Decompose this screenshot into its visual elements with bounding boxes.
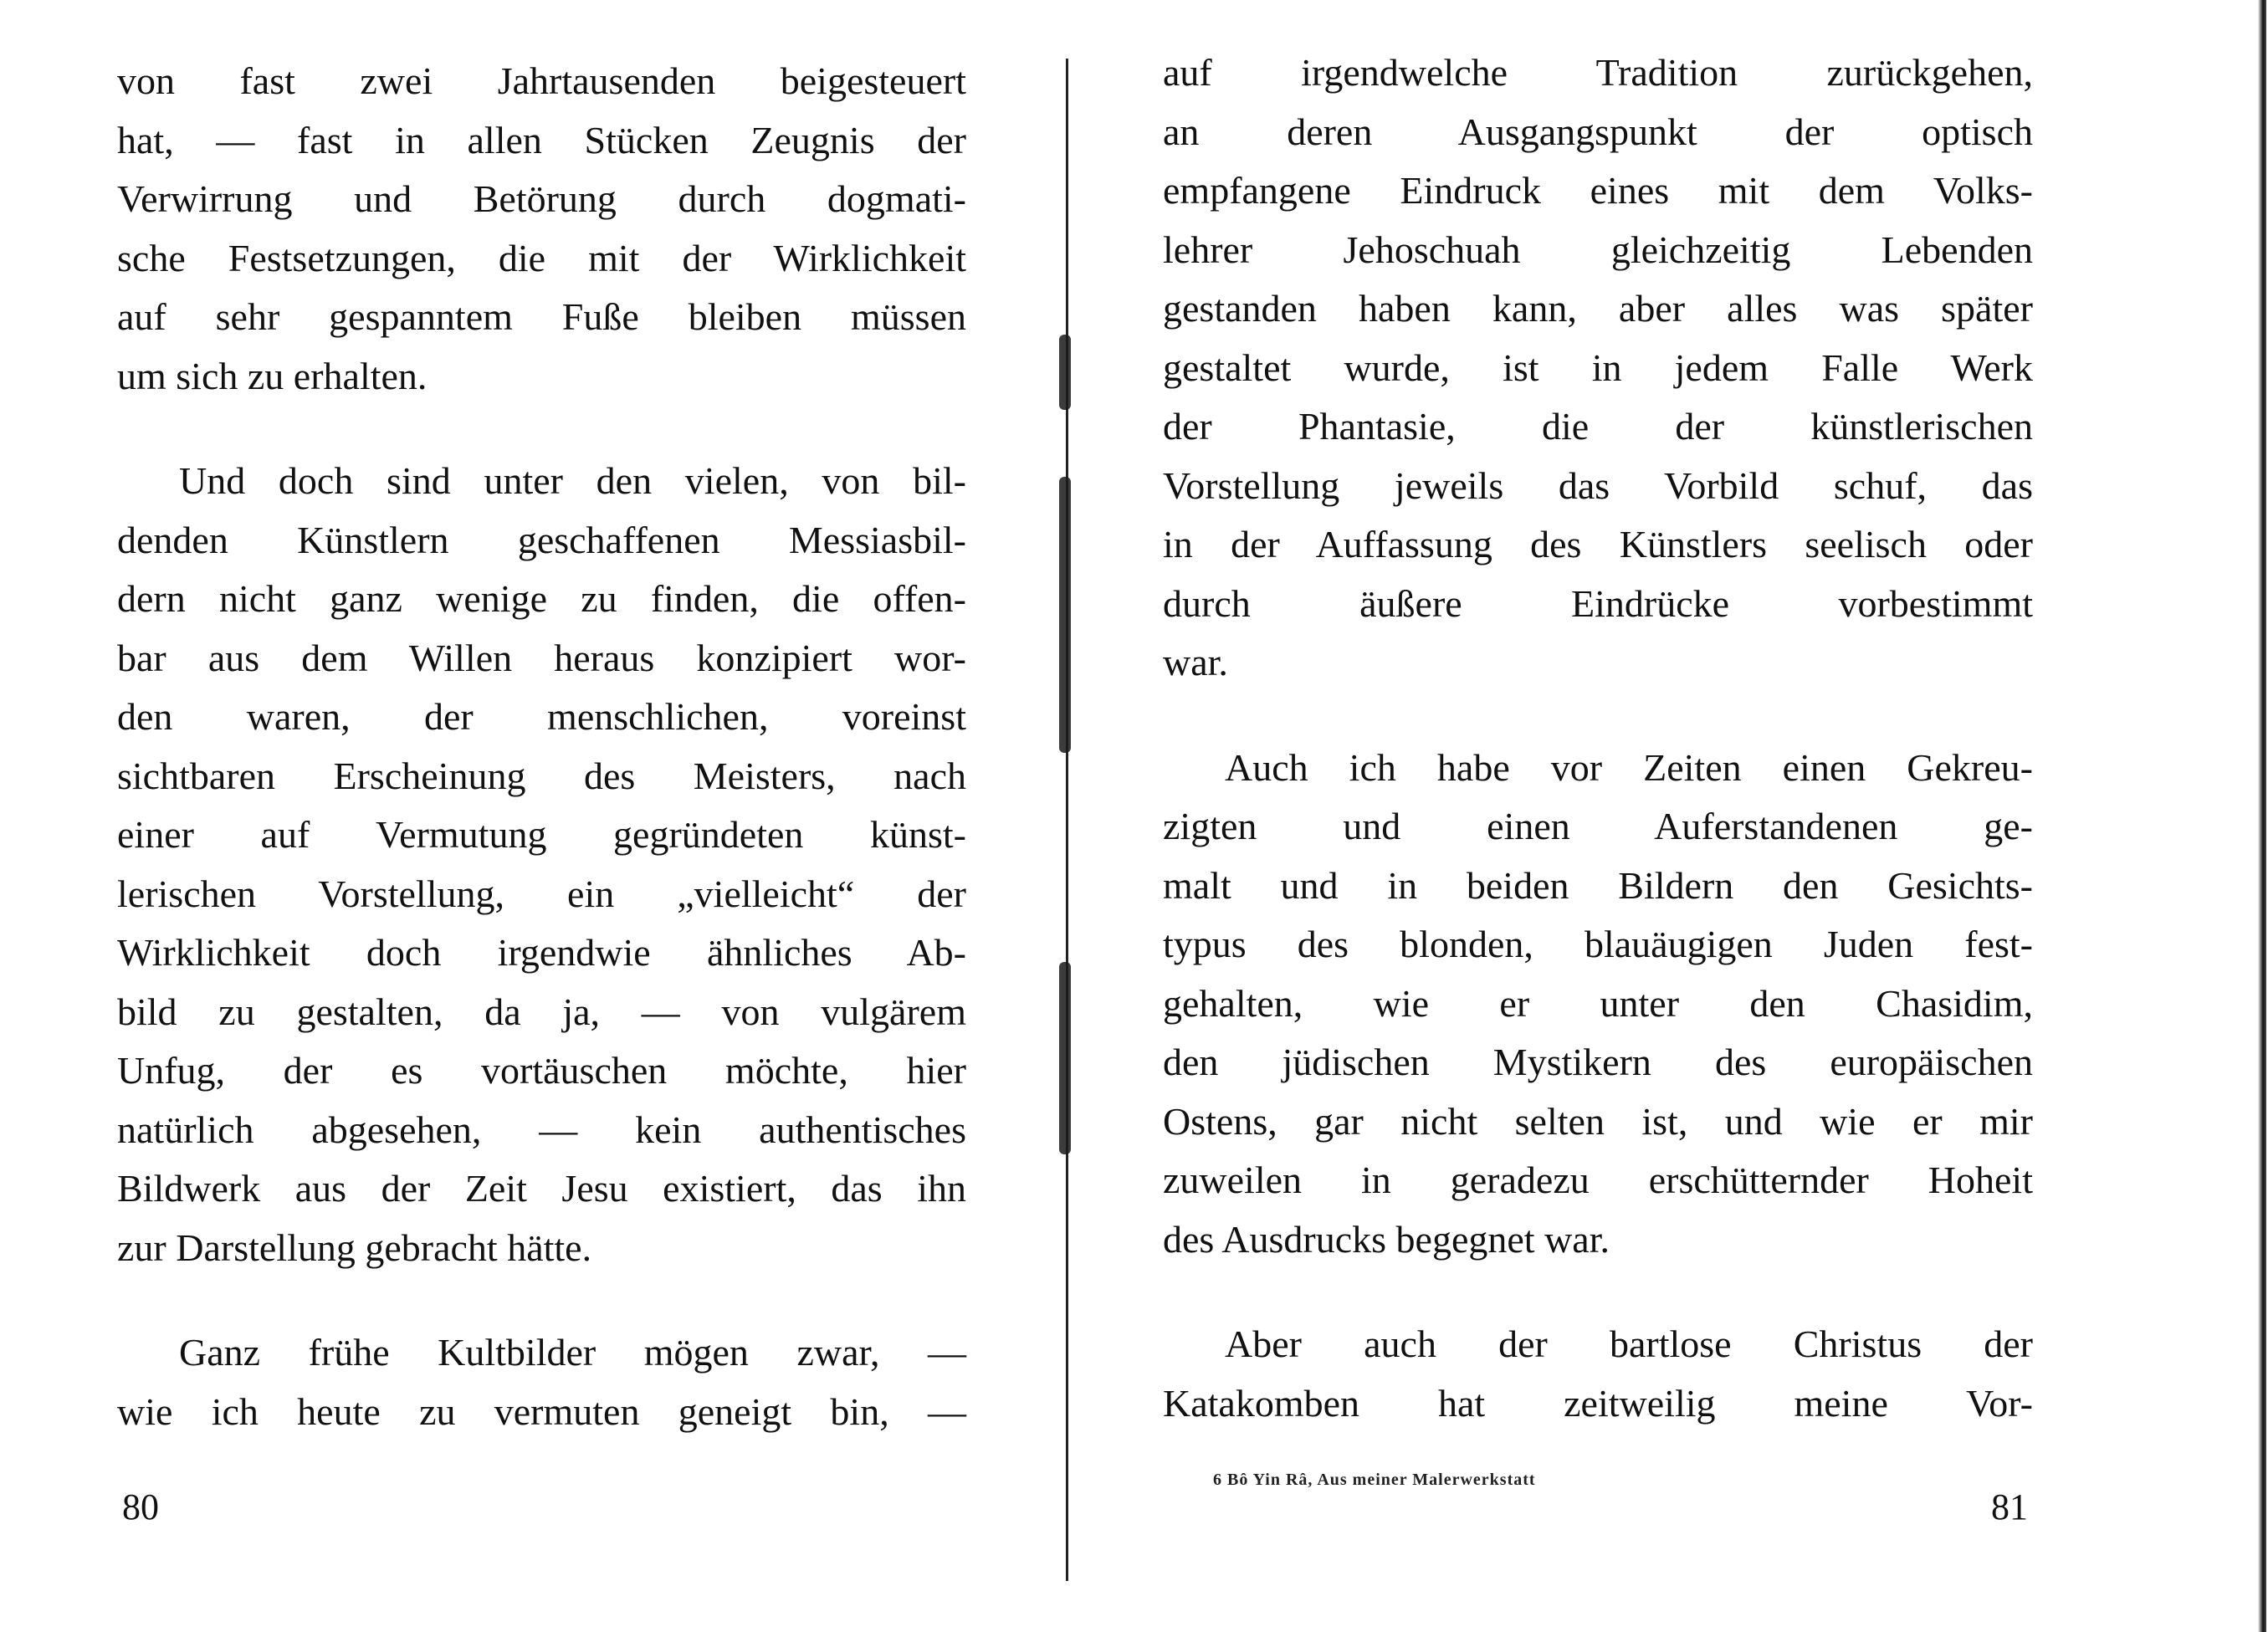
gutter-shadow	[1059, 962, 1071, 1154]
text-line: sche Festsetzungen, die mit der Wirklichkeit	[117, 236, 966, 279]
gutter-shadow	[1059, 477, 1071, 753]
right-paragraph-2	[1163, 739, 2033, 1270]
paragraph-gap	[1163, 1269, 2033, 1315]
text-line: bild zu gestalten, da ja, — von vulgärem	[117, 990, 966, 1033]
text-line: gehalten, wie er unter den Chasidim,	[1163, 981, 2033, 1025]
text-line: den jüdischen Mystikern des europäischen	[1163, 1041, 2033, 1083]
book-gutter	[1056, 59, 1081, 1581]
text-line: empfangene Eindruck eines mit dem Volks-	[1163, 169, 2033, 212]
text-line: einer auf Vermutung gegründeten künst-	[117, 813, 966, 856]
footer-note: 6 Bô Yin Râ, Aus meiner Malerwerkstatt	[1213, 1471, 1536, 1489]
text-line: den waren, der menschlichen, voreinst	[117, 695, 966, 738]
gutter-shadow	[1059, 335, 1071, 410]
right-page	[1079, 0, 2268, 1632]
right-paragraph-3	[1163, 1315, 2033, 1433]
gutter-line	[1066, 59, 1068, 1581]
text-line: Ganz frühe Kultbilder mögen zwar, —	[179, 1331, 966, 1374]
text-line: durch äußere Eindrücke vorbestimmt	[1163, 581, 2033, 625]
text-line: hat, — fast in allen Stücken Zeugnis der	[117, 118, 966, 161]
text-line: zur Darstellung gebracht hätte.	[117, 1225, 592, 1269]
text-line: Aber auch der bartlose Christus der	[1225, 1322, 2033, 1365]
text-line: dern nicht ganz wenige zu finden, die offen-	[117, 577, 966, 620]
text-line: Auch ich habe vor Zeiten einen Gekreu-	[1225, 745, 2033, 789]
text-line: Wirklichkeit doch irgendwie ähnliches Ab-	[117, 931, 966, 974]
right-paragraph-1	[1163, 43, 2033, 693]
text-line: sichtbaren Erscheinung des Meisters, nach	[117, 754, 966, 797]
text-line: lehrer Jehoschuah gleichzeitig Lebenden	[1163, 228, 2033, 271]
text-line: wie ich heute zu vermuten geneigt bin, —	[117, 1389, 966, 1433]
text-line: auf sehr gespanntem Fuße bleiben müssen	[117, 295, 966, 338]
text-line: von fast zwei Jahrtausenden beigesteuert	[117, 59, 966, 102]
paragraph-gap	[117, 406, 966, 452]
left-paragraph-2	[117, 452, 966, 1277]
text-line: denden Künstlern geschaffenen Messiasbil-	[117, 518, 966, 561]
text-line: typus des blonden, blauäugigen Juden fest-	[1163, 923, 2033, 965]
text-line: Bildwerk aus der Zeit Jesu existiert, das ihn	[117, 1167, 966, 1210]
left-page-text	[117, 52, 966, 1441]
paragraph-gap	[117, 1277, 966, 1323]
text-line: in der Auffassung des Künstlers seelisch oder	[1163, 523, 2033, 565]
text-line: zuweilen in geradezu erschütternder Hoheit	[1163, 1159, 2033, 1201]
text-line: Vorstellung jeweils das Vorbild schuf, das	[1163, 463, 2033, 507]
scan-edge-shadow	[2258, 0, 2266, 1632]
text-line: natürlich abgesehen, — kein authentisches	[117, 1108, 966, 1151]
right-page-text	[1163, 43, 2033, 1433]
text-line: des Ausdrucks begegnet war.	[1163, 1217, 1610, 1261]
left-paragraph-3	[117, 1323, 966, 1441]
page-number-right: 81	[1991, 1486, 2028, 1527]
text-line: Ostens, gar nicht selten ist, und wie er mir	[1163, 1099, 2033, 1143]
text-line: Verwirrung und Betörung durch dogmati-	[117, 177, 966, 220]
text-line: auf irgendwelche Tradition zurückgehen,	[1163, 51, 2033, 94]
text-line: war.	[1163, 641, 1228, 683]
text-line: der Phantasie, die der künstlerischen	[1163, 405, 2033, 448]
left-page	[0, 0, 1062, 1632]
text-line: gestanden haben kann, aber alles was später	[1163, 287, 2033, 330]
text-line: gestaltet wurde, ist in jedem Falle Werk	[1163, 345, 2033, 389]
text-line: bar aus dem Willen heraus konzipiert wor-	[117, 636, 966, 679]
page-number-left: 80	[122, 1486, 159, 1527]
text-line: malt und in beiden Bildern den Gesichts-	[1163, 863, 2033, 907]
text-line: um sich zu erhalten.	[117, 354, 427, 397]
paragraph-gap	[1163, 693, 2033, 739]
text-line: an deren Ausgangspunkt der optisch	[1163, 110, 2033, 153]
left-paragraph-1	[117, 52, 966, 406]
text-line: Katakomben hat zeitweilig meine Vor-	[1163, 1381, 2033, 1425]
text-line: Unfug, der es vortäuschen möchte, hier	[117, 1049, 966, 1092]
text-line: Und doch sind unter den vielen, von bil-	[179, 459, 966, 502]
text-line: lerischen Vorstellung, ein „vielleicht“ der	[117, 872, 966, 915]
text-line: zigten und einen Auferstandenen ge-	[1163, 805, 2033, 847]
